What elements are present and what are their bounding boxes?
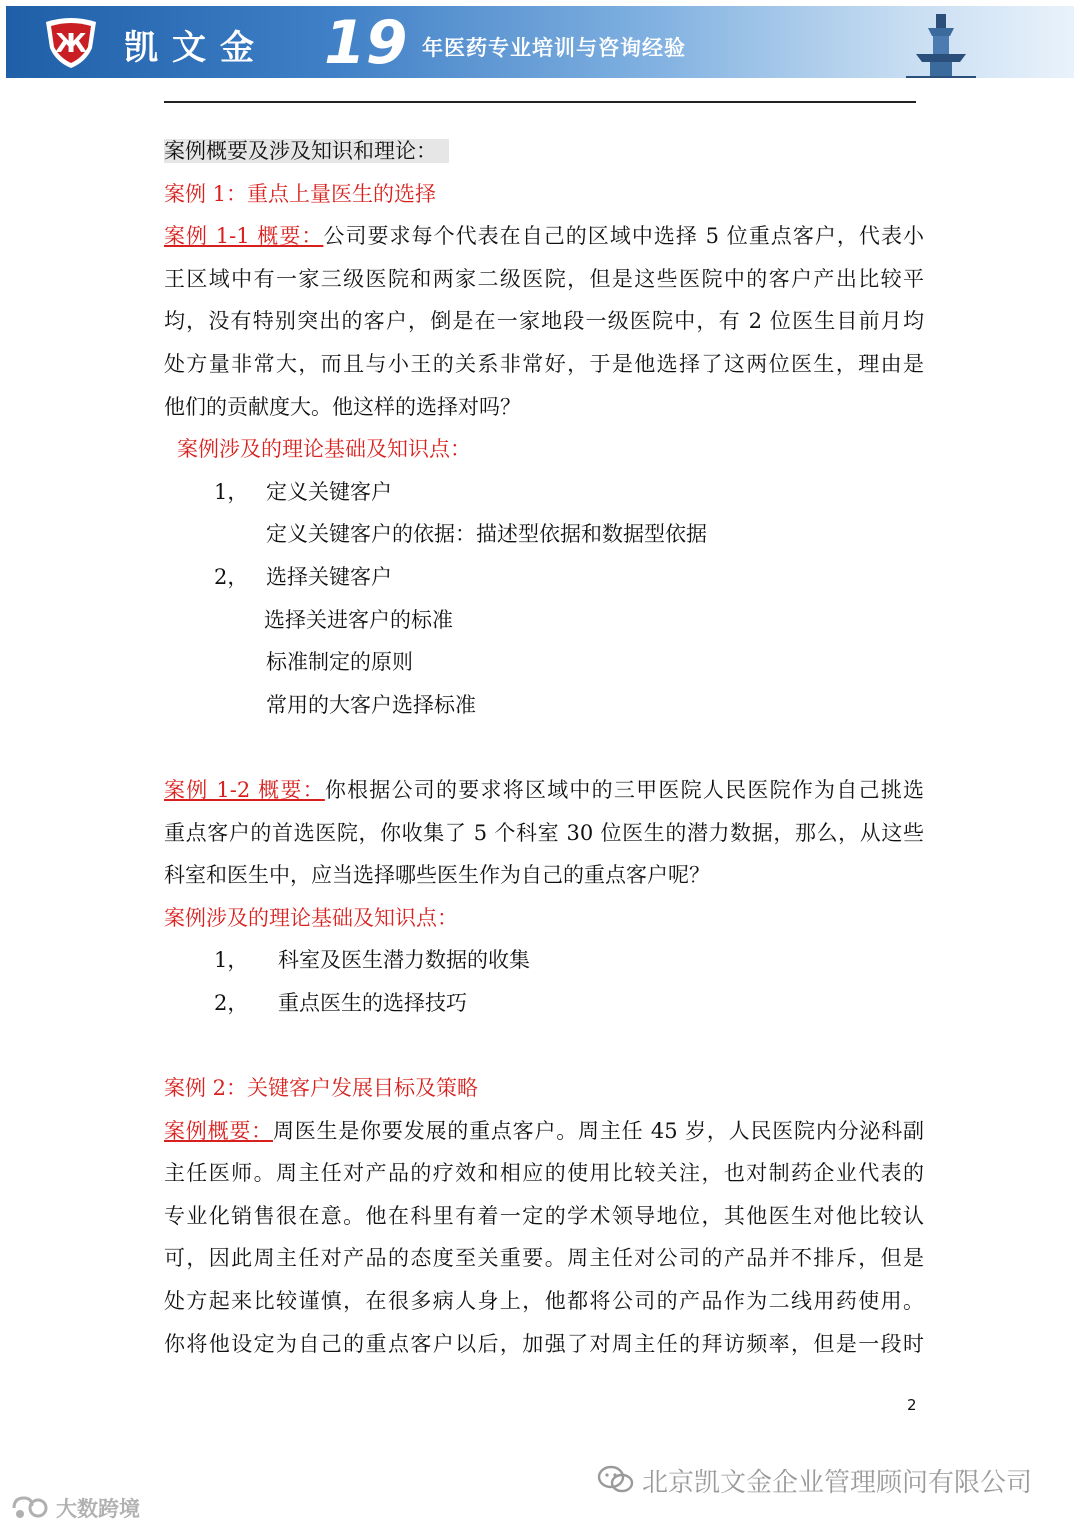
case2-line-4: 可，因此周主任对产品的态度至关重要。周主任对公司的产品并不排斥，但是: [164, 1246, 924, 1271]
case1-2-line-2: 重点客户的首选医院，你收集了 5 个科室 30 位医生的潜力数据，那么，从这些: [164, 820, 924, 845]
watermark-company-text: 北京凯文金企业管理顾问有限公司: [642, 1467, 1033, 1498]
point-2-2: 2， 重点医生的选择技巧: [214, 990, 467, 1015]
case2-line-3: 专业化销售很在意。他在科里有着一定的学术领导地位，其他医生对他比较认: [164, 1203, 924, 1228]
point-1-2: 2， 选择关键客户: [214, 564, 392, 589]
brand-name: 凯文金: [124, 28, 268, 68]
point-1-1-sub: 定义关键客户的依据：描述型依据和数据型依据: [266, 522, 707, 547]
case1-1-line-3: 均，没有特别突出的客户，倒是在一家地段一级医院中，有 2 位医生目前月均: [164, 309, 924, 334]
years-number: 19: [324, 8, 408, 78]
company-logo: [42, 16, 100, 70]
case2-line-6: 你将他设定为自己的重点客户以后，加强了对周主任的拜访频率，但是一段时: [164, 1331, 924, 1356]
page-number: 2: [907, 1396, 917, 1414]
point-1-2-sub-2: 标准制定的原则: [266, 650, 413, 675]
section-title: 案例概要及涉及知识和理论：: [164, 139, 449, 163]
point-1-2-sub-3: 常用的大客户选择标准: [266, 692, 476, 717]
header-banner: [6, 6, 1074, 78]
case2-line-1: 案例概要：周医生是你要发展的重点客户。周主任 45 岁，人民医院内分泌科副: [164, 1118, 925, 1143]
case1-1-line-2: 王区域中有一家三级医院和两家二级医院，但是这些医院中的客户产出比较平: [164, 266, 924, 291]
theory-label-1: 案例涉及的理论基础及知识点：: [177, 437, 471, 462]
wechat-icon: [596, 1464, 636, 1496]
case1-1-label: 案例 1-1 概要：: [164, 224, 324, 249]
case1-2-line-3: 科室和医生中，应当选择哪些医生作为自己的重点客户呢？: [164, 863, 710, 888]
logo-letter: Ж: [55, 29, 87, 59]
banner-tagline: 年医药专业培训与咨询经验: [422, 36, 686, 60]
case2-line-5: 处方起来比较谨慎，在很多病人身上，他都将公司的产品作为二线用药使用。: [164, 1289, 924, 1314]
point-1-2-sub-1: 选择关进客户的标准: [264, 607, 453, 632]
case1-2-label: 案例 1-2 概要：: [164, 777, 325, 802]
source-logo-icon: [8, 1494, 52, 1522]
case1-1-line-5: 他们的贡献度大。他这样的选择对吗？: [164, 394, 521, 419]
point-1-1: 1， 定义关键客户: [214, 479, 392, 504]
case2-title: 案例 2：关键客户发展目标及策略: [164, 1076, 479, 1101]
case2-line-2: 主任医师。周主任对产品的疗效和相应的使用比较关注，也对制药企业代表的: [164, 1161, 924, 1186]
watermark-source-text: 大数跨境: [56, 1497, 140, 1521]
theory-label-2: 案例涉及的理论基础及知识点：: [164, 905, 458, 930]
watermark-source: [8, 1492, 140, 1524]
document-body: [164, 130, 924, 1365]
case2-label: 案例概要：: [164, 1118, 273, 1143]
watermark-company: [596, 1460, 1032, 1500]
header-rule: [164, 101, 916, 103]
case1-1-line-4: 处方量非常大，而且与小王的关系非常好，于是他选择了这两位医生，理由是: [164, 351, 924, 376]
case1-1-line-1: 案例 1-1 概要：公司要求每个代表在自己的区域中选择 5 位重点客户，代表小: [164, 224, 924, 249]
case1-2-line-1: 案例 1-2 概要：你根据公司的要求将区域中的三甲医院人民医院作为自己挑选: [164, 777, 924, 802]
case1-title: 案例 1：重点上量医生的选择: [164, 181, 437, 206]
lighthouse-icon: [886, 8, 996, 78]
point-2-1: 1， 科室及医生潜力数据的收集: [214, 948, 530, 973]
